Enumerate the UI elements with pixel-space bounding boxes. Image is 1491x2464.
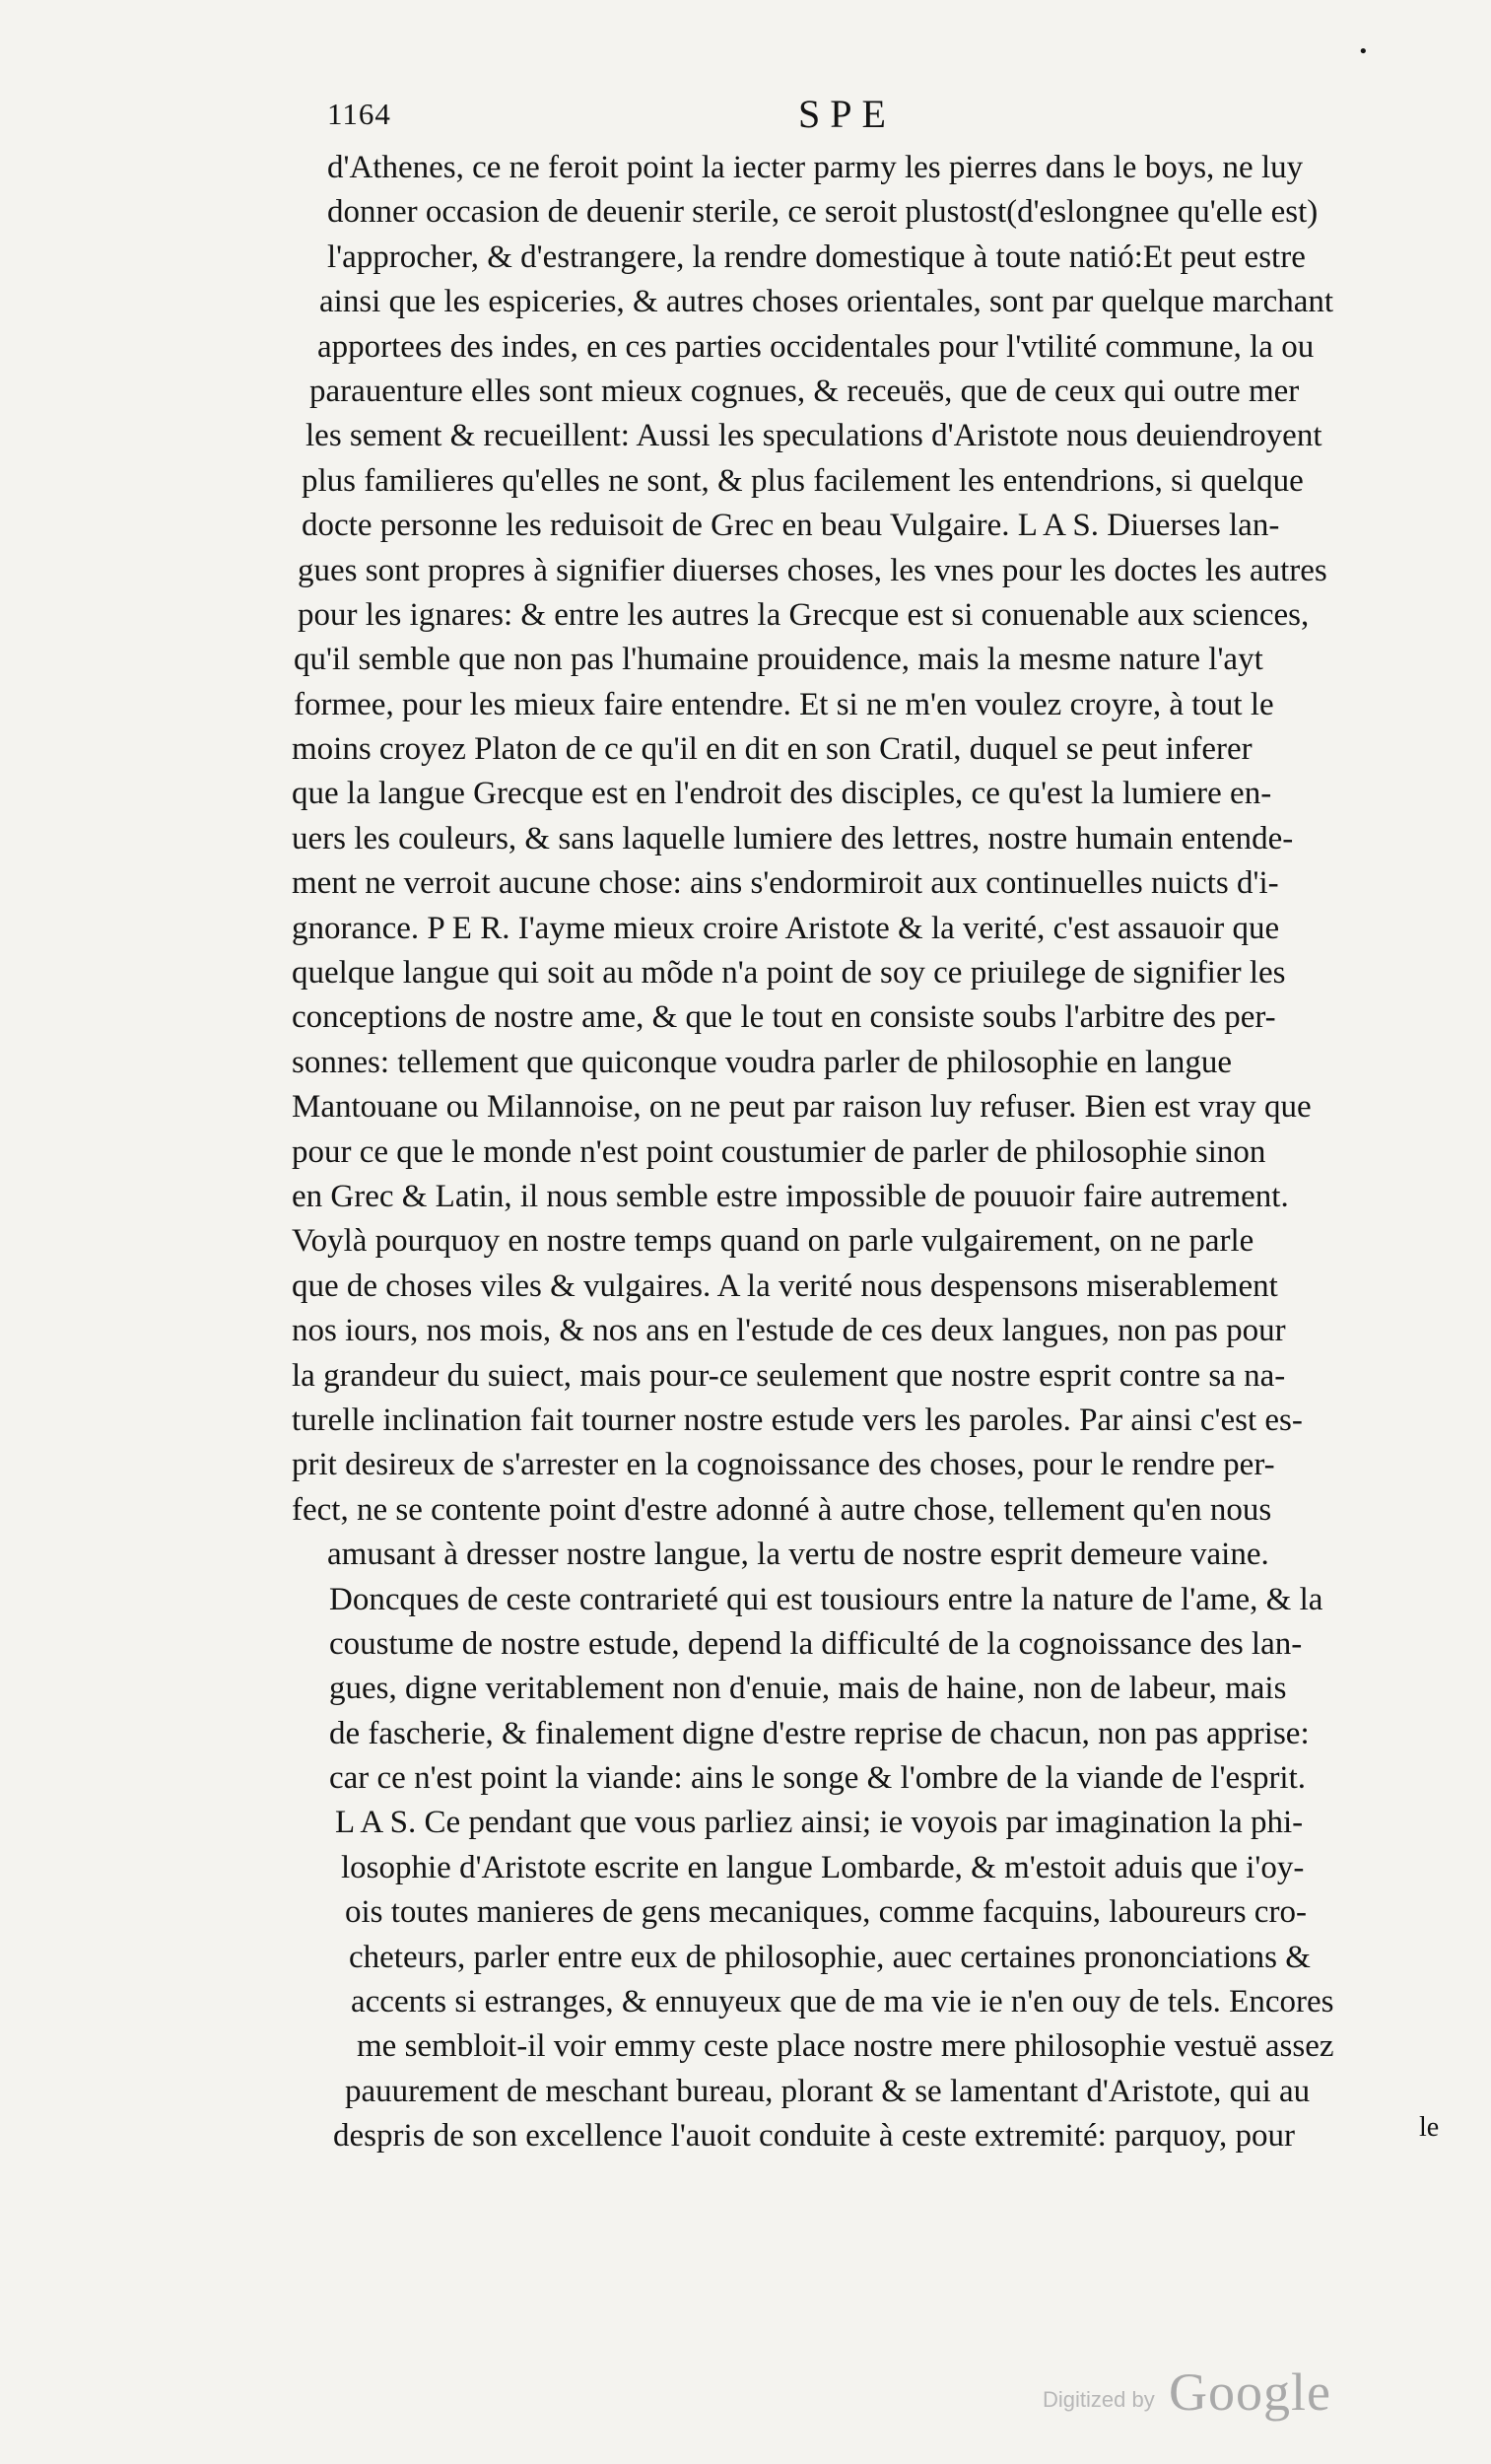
- digitized-by-label: Digitized by: [1043, 2387, 1155, 2412]
- text-line: ainsi que les espiceries, & autres choses orientales, sont par quelque marchant: [319, 284, 1334, 320]
- text-line: apportees des indes, en ces parties occidentales pour l'vtilité commune, la ou: [317, 328, 1315, 365]
- text-line: gues, digne veritablement non d'enuie, mais de haine, non de labeur, mais: [329, 1671, 1287, 1707]
- text-line: fect, ne se contente point d'estre adonné à autre chose, tellement qu'en nous: [292, 1491, 1272, 1528]
- text-line: car ce n'est point la viande: ains le songe & l'ombre de la viande de l'esprit.: [329, 1760, 1307, 1797]
- text-line: que la langue Grecque est en l'endroit des disciples, ce qu'est la lumiere en-: [292, 776, 1272, 812]
- text-line: ois toutes manieres de gens mecaniques, comme facquins, laboureurs cro-: [345, 1894, 1307, 1931]
- text-line: uers les couleurs, & sans laquelle lumiere des lettres, nostre humain entende-: [292, 820, 1294, 856]
- text-line: Doncques de ceste contrarieté qui est tousiours entre la nature de l'ame, & la: [329, 1581, 1323, 1617]
- text-line: quelque langue qui soit au mõde n'a point de soy ce priuilege de signifier les: [292, 955, 1286, 992]
- text-line: amusant à dresser nostre langue, la vertu de nostre esprit demeure vaine.: [327, 1537, 1269, 1573]
- text-line: les sement & recueillent: Aussi les speculations d'Aristote nous deuiendroyent: [305, 418, 1322, 454]
- text-line: l'approcher, & d'estrangere, la rendre domestique à toute natió:Et peut estre: [327, 239, 1306, 275]
- text-line: sonnes: tellement que quiconque voudra parler de philosophie en langue: [292, 1044, 1232, 1080]
- text-line: coustume de nostre estude, depend la difficulté de la cognoissance des lan-: [329, 1625, 1303, 1662]
- text-line: qu'il semble que non pas l'humaine prouidence, mais la mesme nature l'ayt: [294, 642, 1263, 678]
- text-line: accents si estranges, & ennuyeux que de ma vie ie n'en ouy de tels. Encores: [351, 1984, 1334, 2020]
- text-line: turelle inclination fait tourner nostre estude vers les paroles. Par ainsi c'est es-: [292, 1402, 1303, 1438]
- text-line: la grandeur du suiect, mais pour-ce seulement que nostre esprit contre sa na-: [292, 1357, 1286, 1394]
- text-line: cheteurs, parler entre eux de philosophie, auec certaines prononciations &: [349, 1939, 1311, 1975]
- text-line: despris de son excellence l'auoit conduite à ceste extremité: parquoy, pour: [333, 2118, 1296, 2155]
- digitization-footer: [1043, 2362, 1378, 2425]
- text-line: pauurement de meschant bureau, plorant & se lamentant d'Aristote, qui au: [345, 2073, 1311, 2109]
- text-line: en Grec & Latin, il nous semble estre impossible de pouuoir faire autrement.: [292, 1178, 1289, 1214]
- text-line: moins croyez Platon de ce qu'il en dit en son Cratil, duquel se peut inferer: [292, 731, 1253, 768]
- text-line: gues sont propres à signifier diuerses choses, les vnes pour les doctes les autres: [298, 552, 1327, 588]
- text-line: plus familieres qu'elles ne sont, & plus facilement les entendrions, si quelque: [302, 462, 1304, 499]
- text-line: gnorance. P E R. I'ayme mieux croire Aristote & la verité, c'est assauoir que: [292, 910, 1280, 946]
- ink-mark: •: [1358, 41, 1369, 62]
- page-header: [327, 41, 1431, 140]
- text-line: L A S. Ce pendant que vous parliez ainsi; ie voyois par imagination la phi-: [335, 1805, 1304, 1841]
- text-line: ment ne verroit aucune chose: ains s'endormiroit aux continuelles nuicts d'i-: [292, 865, 1279, 902]
- text-line: formee, pour les mieux faire entendre. Et si ne m'en voulez croyre, à tout le: [294, 686, 1274, 722]
- page-number: 1164: [327, 97, 391, 131]
- text-line: donner occasion de deuenir sterile, ce seroit plustost(d'eslongnee qu'elle est): [327, 194, 1319, 231]
- text-line: prit desireux de s'arrester en la cognoissance des choses, pour le rendre per-: [292, 1447, 1275, 1483]
- text-line: pour les ignares: & entre les autres la Grecque est si conuenable aux sciences,: [298, 596, 1310, 633]
- text-line: Mantouane ou Milannoise, on ne peut par raison luy refuser. Bien est vray que: [292, 1089, 1312, 1126]
- text-line: conceptions de nostre ame, & que le tout en consiste soubs l'arbitre des per-: [292, 999, 1276, 1036]
- text-line: Voylà pourquoy en nostre temps quand on parle vulgairement, on ne parle: [292, 1223, 1254, 1260]
- body-text: [292, 146, 1417, 2159]
- running-head: SPE: [798, 92, 896, 136]
- text-line: d'Athenes, ce ne feroit point la iecter parmy les pierres dans le boys, ne luy: [327, 150, 1304, 185]
- text-line: losophie d'Aristote escrite en langue Lombarde, & m'estoit aduis que i'oy-: [341, 1849, 1305, 1885]
- text-line: que de choses viles & vulgaires. A la verité nous despensons miserablement: [292, 1267, 1278, 1304]
- text-line: pour ce que le monde n'est point coustumier de parler de philosophie sinon: [292, 1133, 1266, 1170]
- text-line: me sembloit-il voir emmy ceste place nostre mere philosophie vestuë assez: [357, 2028, 1334, 2065]
- text-line: docte personne les reduisoit de Grec en beau Vulgaire. L A S. Diuerses lan-: [302, 508, 1280, 544]
- text-line: de fascherie, & finalement digne d'estre reprise de chacun, non pas apprise:: [329, 1715, 1310, 1751]
- google-logo: Google: [1169, 2362, 1331, 2422]
- text-line: nos iours, nos mois, & nos ans en l'estude de ces deux langues, non pas pour: [292, 1313, 1286, 1349]
- text-line: parauenture elles sont mieux cognues, & receuës, que de ceux qui outre mer: [309, 373, 1300, 409]
- catchword: le: [1419, 2112, 1440, 2143]
